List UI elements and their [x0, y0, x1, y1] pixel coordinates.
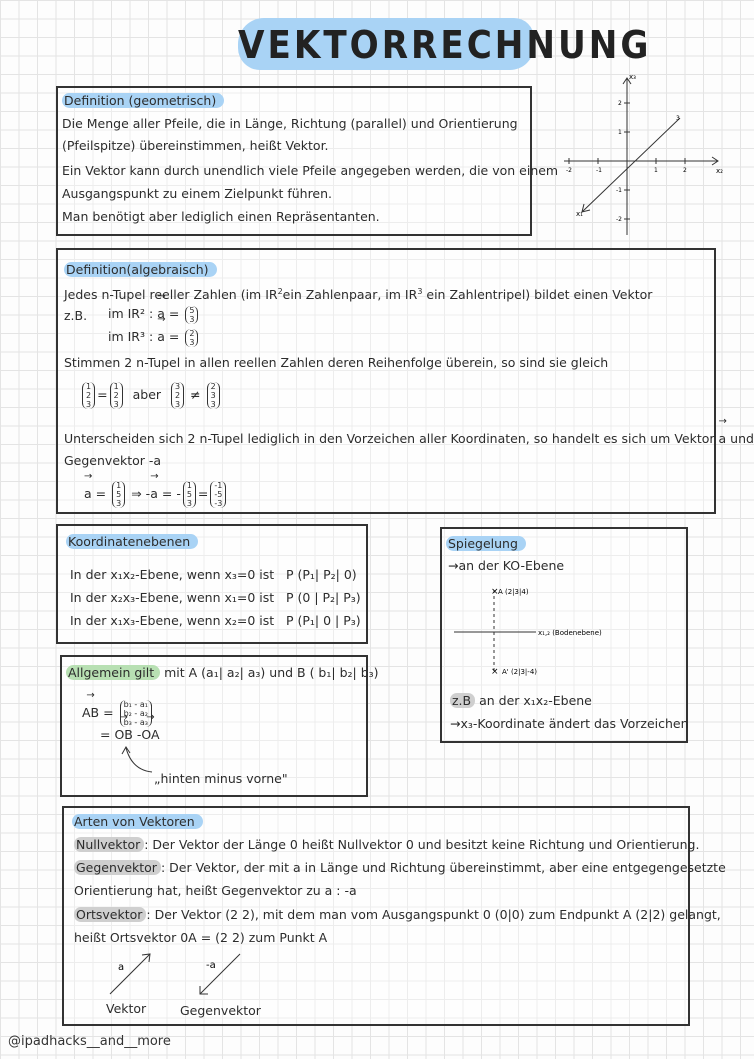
nullvektor-line: Nullvektor : Der Vektor der Länge 0 heißt Nullvektor 0 und besitzt keine Richtung und Orientierung. [76, 837, 700, 852]
example-label: z.B. [64, 308, 88, 323]
tick-label: 3 [676, 115, 680, 122]
tick-label: 1 [654, 167, 658, 174]
tick-label: -2 [566, 167, 572, 174]
coordinate-plane-point: P (P₁| 0 | P₃) [286, 613, 361, 628]
coordinate-plane-row: In der x₁x₂-Ebene, wenn x₃=0 ist [70, 567, 275, 582]
sign-difference-line: Unterscheiden sich 2 n-Tupel lediglich in den Vorzeichen aller Koordinaten, so handelt es sich um Vektor → a und [64, 428, 754, 450]
tick-label: 2 [618, 100, 622, 107]
vector-caption: Vektor [106, 1001, 147, 1016]
gegenvektor-example: → a = 1 5 3 ⇒ -→ a = - 1 5 3 = -1 -5 -3 [84, 481, 228, 508]
page-title: VEKTORRECHNUNG [238, 18, 534, 70]
tick-label: -2 [616, 216, 622, 223]
negative-vector-label: -a [206, 960, 216, 971]
definition-geometric-line: Ausgangspunkt zu einem Zielpunkt führen. [62, 186, 333, 201]
example-r2: im IR² : → a = 5 3 [108, 303, 200, 325]
gegenvektor-caption: Gegenvektor [180, 1003, 261, 1018]
coordinate-plane-row: In der x₂x₃-Ebene, wenn x₁=0 ist [70, 590, 275, 605]
gegenvektor-line-2: Orientierung hat, heißt Gegenvektor zu a : -a [74, 883, 357, 898]
coordinate-planes-heading: Koordinatenebenen [66, 531, 198, 553]
definition-geometric-line: Die Menge aller Pfeile, die in Länge, Richtung (parallel) und Orientierung [62, 116, 518, 131]
tick-label: -1 [596, 167, 602, 174]
ortsvektor-line-1: Ortsvektor : Der Vektor (2 2), mit dem man vom Ausgangspunkt 0 (0|0) zum Endpunkt A (2|2) gelangt, [76, 907, 721, 922]
equal-tuples-example: 1 2 3 = 1 2 3 aber 3 2 3 ≠ 2 3 3 [80, 382, 222, 409]
tick-label: 1 [618, 129, 622, 136]
definition-algebraic-heading: Definition(algebraisch) [64, 259, 217, 281]
general-rule-note: „hinten minus vorne" [154, 771, 288, 786]
hint-arrow [118, 744, 158, 776]
point-a-label: A (2|3|4) [498, 588, 529, 596]
axis-label-x3: x₃ [629, 73, 636, 81]
general-rule-line: Allgemein gilt mit A (a₁| a₂| a₃) und B ( b₁| b₂| b₃) [68, 665, 379, 680]
footer-handle: @ipadhacks__and__more [8, 1034, 171, 1049]
coordinate-plane-point: P (0 | P₂| P₃) [286, 590, 361, 605]
general-rule-formula-2: = → OB -→ OA [100, 724, 160, 746]
example-r3: im IR³ : → a = 2 3 [108, 326, 200, 348]
definition-geometric-line: Ein Vektor kann durch unendlich viele Pfeile angegeben werden, die von einem [62, 163, 559, 178]
coordinate-plane-row: In der x₁x₃-Ebene, wenn x₂=0 ist [70, 613, 275, 628]
reflection-heading: Spiegelung [446, 533, 526, 555]
vector-label: a [118, 962, 125, 973]
reflection-example: z.B an der x₁x₂-Ebene [452, 693, 592, 708]
coordinate-plane-point: P (P₁| P₂| 0) [286, 567, 357, 582]
svg-text:×: × [491, 667, 499, 677]
coordinate-system-diagram [556, 70, 726, 240]
definition-algebraic-line1: Jedes n-Tupel reeller Zahlen (im $IR^2ein$ Zahlenpaar, im $IR^3$ ein Zahlentripel) bildet einen Vektor [64, 287, 653, 303]
tick-label: 2 [683, 167, 687, 174]
equal-tuples-line: Stimmen 2 n-Tupel in allen reellen Zahlen deren Reihenfolge überein, so sind sie gleich [64, 355, 609, 370]
ortsvektor-line-2: heißt Ortsvektor 0A = (2 2) zum Punkt A [74, 930, 328, 945]
vector-types-heading: Arten von Vektoren [72, 811, 203, 833]
definition-geometric-line: Man benötigt aber lediglich einen Repräsentanten. [62, 209, 380, 224]
axis-label-x2: x₂ [716, 167, 723, 175]
vector-examples-diagram [96, 950, 276, 1000]
general-rule-formula: → AB = b₁ - a₁ b₂ - a₂ b₃ - a₃ [82, 700, 154, 727]
reflection-rule: →x₃-Koordinate ändert das Vorzeichen [450, 716, 689, 731]
gegenvektor-line-1: Gegenvektor : Der Vektor, der mit a in Länge und Richtung übereinstimmt, aber eine entgegengesetzte [76, 860, 726, 875]
definition-geometric-line: (Pfeilspitze) übereinstimmen, heißt Vektor. [62, 138, 329, 153]
definition-geometric-heading: Definition (geometrisch) [62, 90, 224, 112]
point-a-mirror-label: A' (2|3|-4) [502, 668, 538, 676]
svg-text:×: × [491, 587, 499, 597]
tick-label: -1 [616, 187, 622, 194]
floor-plane-label: x₁,₂ (Bodenebene) [538, 629, 602, 637]
reflection-diagram [450, 578, 680, 682]
reflection-subtitle: →an der KO-Ebene [448, 558, 565, 573]
axis-label-x1: x₁ [576, 210, 583, 218]
gegenvektor-line: Gegenvektor -a [64, 453, 162, 468]
